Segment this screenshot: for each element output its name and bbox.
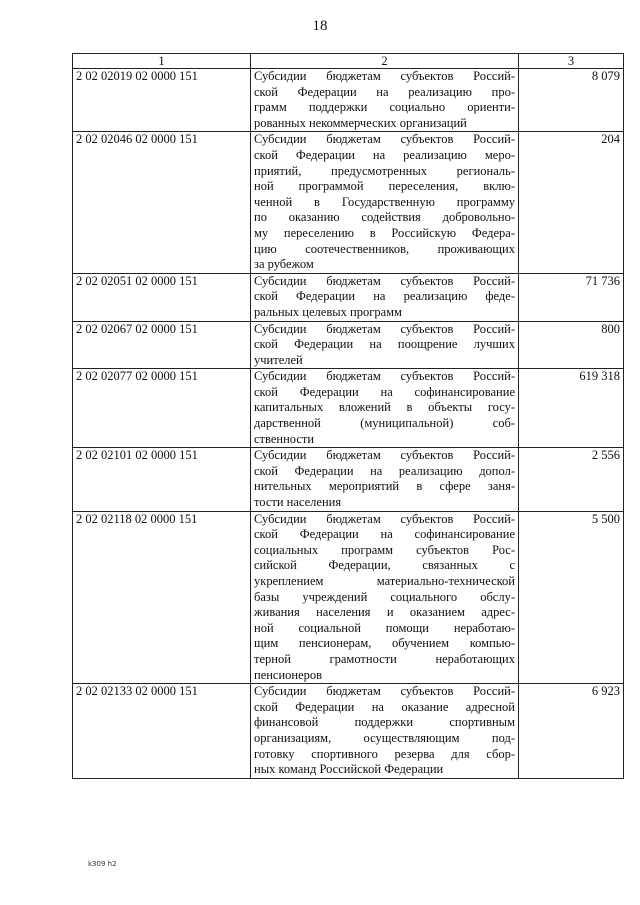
description-line: ральных целевых программ [254, 304, 402, 319]
description-cell [251, 132, 519, 273]
amount-cell: 800 [519, 321, 624, 369]
budget-code-cell: 2 02 02051 02 0000 151 [73, 273, 251, 321]
description-line: за рубежом [254, 257, 314, 272]
budget-code-cell: 2 02 02101 02 0000 151 [73, 448, 251, 511]
budget-code-cell: 2 02 02077 02 0000 151 [73, 369, 251, 448]
description-line: по оказанию содействия добровольно- [254, 210, 515, 225]
description-line: ственности [254, 431, 315, 446]
description-line: ской Федерации на реализацию допол- [254, 463, 515, 478]
description-line: рованных некоммерческих организаций [254, 115, 467, 130]
description-line: Субсидии бюджетам субъектов Россий- [254, 448, 515, 463]
description-line: базы учреждений социального обслу- [254, 589, 515, 604]
table-row [73, 273, 624, 321]
amount-cell: 204 [519, 132, 624, 273]
table-body [73, 69, 624, 779]
table-row [73, 132, 624, 273]
description-line: тости населения [254, 495, 342, 510]
table-row [73, 369, 624, 448]
description-cell [251, 511, 519, 684]
amount-cell: 2 556 [519, 448, 624, 511]
description-line: ской Федерации на реализацию феде- [254, 289, 515, 304]
description-line: Субсидии бюджетам субъектов Россий- [254, 321, 515, 336]
budget-code-cell: 2 02 02133 02 0000 151 [73, 684, 251, 779]
description-line: ных команд Российской Федерации [254, 762, 444, 777]
description-line: ченной в Государственную программу [254, 194, 515, 209]
description-line: ской Федерации на оказание адресной [254, 699, 515, 714]
description-line: Субсидии бюджетам субъектов Россий- [254, 132, 515, 147]
amount-cell: 5 500 [519, 511, 624, 684]
column-header-code: 1 [73, 54, 251, 69]
description-line: ской Федерации на поощрение лучших [254, 337, 515, 352]
description-line: капитальных вложений в объекты госу- [254, 400, 515, 415]
description-line: сийской Федерации, связанных с [254, 558, 515, 573]
budget-code-cell: 2 02 02019 02 0000 151 [73, 69, 251, 132]
description-line: щим пенсионерам, обучением компью- [254, 636, 515, 651]
description-line: цию соотечественников, проживающих [254, 241, 515, 256]
amount-cell: 71 736 [519, 273, 624, 321]
description-line: ской Федерации на софинансирование [254, 384, 515, 399]
column-header-amount: 3 [519, 54, 624, 69]
budget-code-cell: 2 02 02046 02 0000 151 [73, 132, 251, 273]
table-row [73, 448, 624, 511]
description-line: му переселению в Российскую Федера- [254, 225, 515, 240]
description-cell [251, 273, 519, 321]
description-cell [251, 448, 519, 511]
document-code: k309 h2 [88, 860, 117, 868]
description-line: ской Федерации на реализацию меро- [254, 147, 515, 162]
table-row [73, 511, 624, 684]
budget-code-cell: 2 02 02067 02 0000 151 [73, 321, 251, 369]
description-line: ской Федерации на софинансирование [254, 527, 515, 542]
description-line: Субсидии бюджетам субъектов Россий- [254, 511, 515, 526]
description-cell [251, 369, 519, 448]
table-header-row [73, 54, 624, 69]
amount-cell: 8 079 [519, 69, 624, 132]
amount-cell: 6 923 [519, 684, 624, 779]
description-line: укреплением материально-технической [254, 574, 515, 588]
budget-code-cell: 2 02 02118 02 0000 151 [73, 511, 251, 684]
description-line: живания населения и оказанием адрес- [254, 605, 515, 620]
description-line: приятий, предусмотренных региональ- [254, 163, 515, 178]
description-line: грамм поддержки социально ориенти- [254, 100, 515, 115]
description-line: Субсидии бюджетам субъектов Россий- [254, 273, 515, 288]
description-cell [251, 684, 519, 779]
description-line: нительных мероприятий в сфере заня- [254, 479, 515, 494]
table-row [73, 321, 624, 369]
description-line: ной программой переселения, вклю- [254, 179, 515, 194]
description-line: Субсидии бюджетам субъектов Россий- [254, 684, 515, 699]
description-line: Субсидии бюджетам субъектов Россий- [254, 369, 515, 384]
description-line: ной социальной помощи неработаю- [254, 620, 515, 635]
table-row [73, 69, 624, 132]
description-line: финансовой поддержки спортивным [254, 715, 515, 730]
table-row [73, 684, 624, 779]
budget-table [72, 53, 624, 779]
column-header-description: 2 [251, 54, 519, 69]
description-line: Субсидии бюджетам субъектов Россий- [254, 69, 515, 83]
description-line: пенсионеров [254, 667, 323, 682]
description-cell [251, 321, 519, 369]
description-line: ской Федерации на реализацию про- [254, 84, 515, 99]
description-cell [251, 69, 519, 132]
page-number: 18 [312, 18, 328, 34]
description-line: дарственной (муниципальной) соб- [254, 416, 515, 431]
description-line: социальных программ субъектов Рос- [254, 542, 515, 557]
description-line: организациям, осуществляющим под- [254, 730, 515, 745]
description-line: терной грамотности неработающих [254, 651, 515, 666]
description-line: готовку спортивного резерва для сбор- [254, 746, 515, 761]
amount-cell: 619 318 [519, 369, 624, 448]
description-line: учителей [254, 352, 303, 367]
